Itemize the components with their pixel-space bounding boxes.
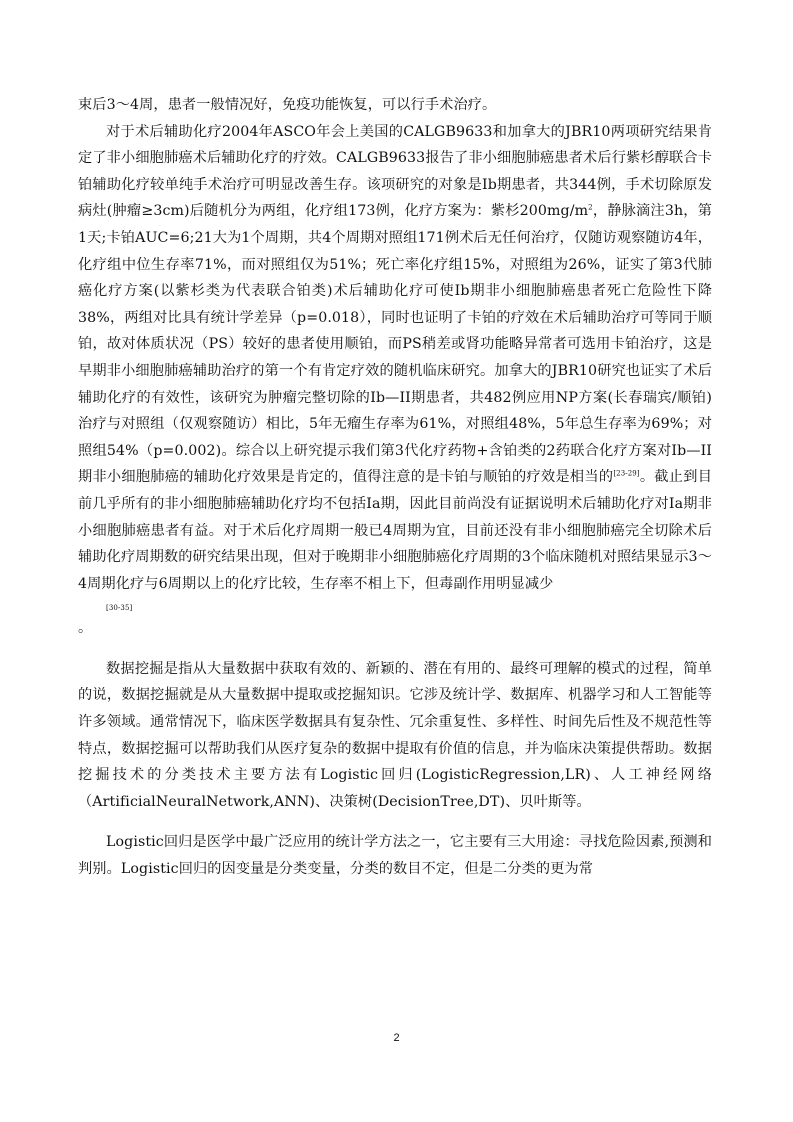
paragraph-text: 。截止到目前几乎所有的非小细胞肺癌辅助化疗均不包括Ia期，因此目前尚没有证据说明术后辅助化疗对Ia期非小细胞肺癌患者有益。对于术后化疗周期一般已4周期为宜，目前还没有非小细胞肺癌完全切除术后辅助化疗周期数的研究结果出现，但对于晚期非小细胞肺癌化疗周期的3个临床随机对照结果显示3～4周期化疗与6周期以上的化疗比较，生存率不相上下，但毒副作用明显减少 [78, 469, 712, 592]
paragraph-text: 。 [78, 620, 93, 637]
citation-ref: [30-35] [106, 604, 133, 613]
superscript: 2 [588, 203, 593, 212]
paragraph-text: 对于术后辅助化疗2004年ASCO年会上美国的CALGB9633和加拿大的JBR10两项研究结果肯定了非小细胞肺癌术后辅助化疗的疗效。CALGB9633报告了非小细胞肺癌患者术后行紫杉醇联合卡铂辅助化疗较单纯手术治疗可明显改善生存。该项研究的对象是Ib期患者，共344例，手术切除原发病灶(肿瘤≥3cm)后随机分为两组，化疗组173例，化疗方案为：紫杉200mg/m [78, 123, 712, 220]
paragraph-text: ，静脉滴注3h，第1天;卡铂AUC=6;21大为1个周期，共4个周期对照组171例术后无任何治疗，仅随访观察随访4年，化疗组中位生存率71%，而对照组仅为51%；死亡率化疗组15%，对照组为26%，证实了第3代肺癌化疗方案(以紫杉类为代表联合铂类)术后辅助化疗可使Ib期非小细胞肺癌患者死亡危险性下降38%，两组对比具有统计学差异（p=0.018），同时也证明了卡铂的疗效在术后辅助治疗可等同于顺铂，故对体质状况（PS）较好的患者使用顺铂，而PS稍差或肾功能略异常者可选用卡铂治疗，这是早期非小细胞肺癌辅助治疗的第一个有肯定疗效的随机临床研究。加拿大的JBR10研究也证实了术后辅助化疗的有效性，该研究为肿瘤完整切除的Ib—II期患者，共482例应用NP方案(长春瑞宾/顺铂)治疗与对照组（仅观察随访）相比，5年无瘤生存率为61%，对照组48%，5年总生存率为69%；对照组54%（p=0.002)。综合以上研究提示我们第3代化疗药物+含铂类的2药联合化疗方案对Ib—II期非小细胞肺癌的辅助化疗效果是肯定的，值得注意的是卡铂与顺铂的疗效是相当的 [78, 203, 712, 486]
citation-ref: [23-29] [613, 469, 640, 478]
paragraph-logistic: Logistic回归是医学中最广泛应用的统计学方法之一，它主要有三大用途：寻找危险因素,预测和判别。Logistic回归的因变量是分类变量，分类的数目不定，但是二分类的更为常 [78, 834, 712, 878]
paragraph-continuation: 束后3～4周，患者一般情况好，免疫功能恢复，可以行手术治疗。 [78, 97, 497, 113]
paragraph-adjuvant-chemo [78, 119, 712, 642]
body-text [78, 92, 712, 883]
paragraph-data-mining: 数据挖掘是指从大量数据中获取有效的、新颖的、潜在有用的、最终可理解的模式的过程，简单的说，数据挖掘就是从大量数据中提取或挖掘知识。它涉及统计学、数据库、机器学习和人工智能等许多领域。通常情况下，临床医学数据具有复杂性、冗余重复性、多样性、时间先后性及不规范性等特点，数据挖掘可以帮助我们从医疗复杂的数据中提取有价值的信息，并为临床决策提供帮助。数据挖掘技术的分类技术主要方法有Logistic回归(LogisticRegression,LR)、人工神经网络（ArtificialNeuralNetwork,ANN)、决策树(DecisionTree,DT)、贝叶斯等。 [78, 660, 712, 810]
page-number: 2 [393, 1032, 400, 1044]
